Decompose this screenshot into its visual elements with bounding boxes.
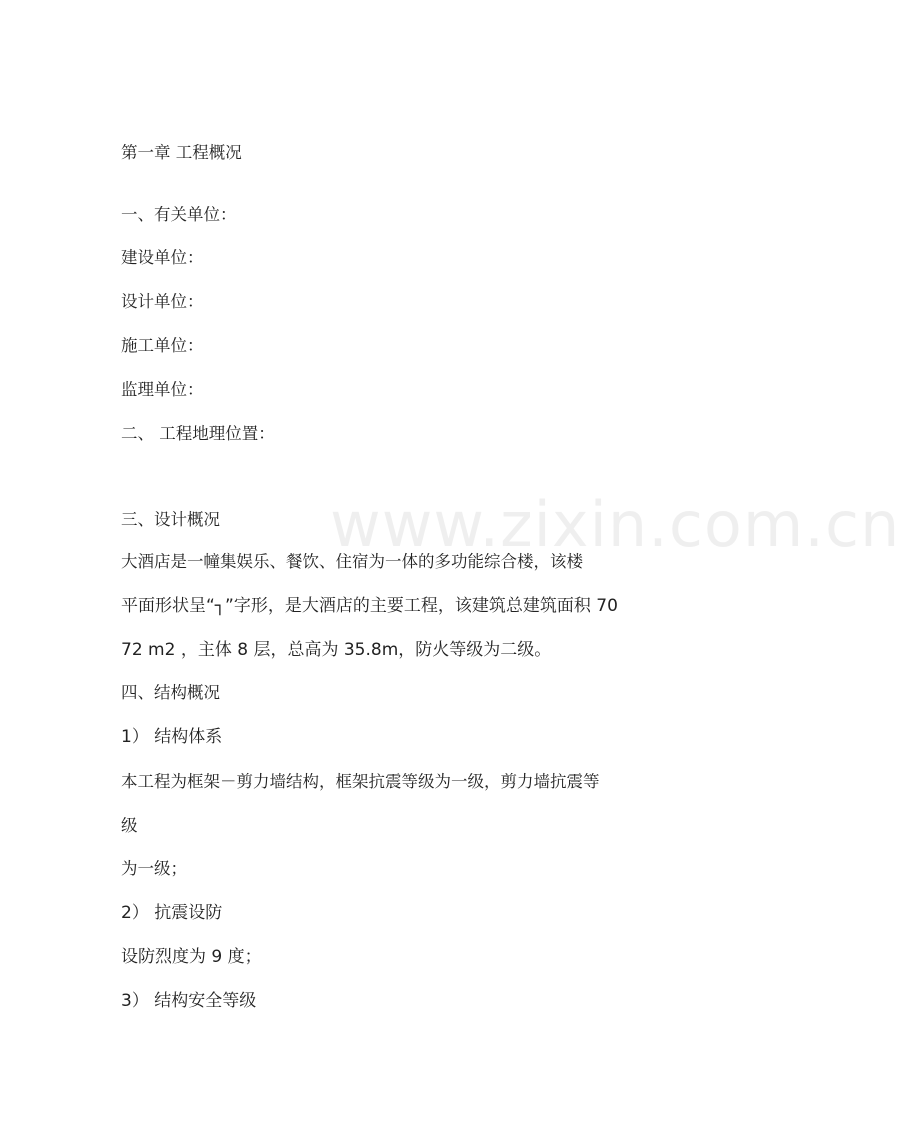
structure-item-1-line-2: 级 — [121, 816, 138, 835]
section-3-paragraph-line-1: 大酒店是一幢集娱乐、餐饮、住宿为一体的多功能综合楼，该楼 — [121, 552, 583, 571]
structure-item-1-line-3: 为一级； — [121, 859, 187, 878]
section-1-heading: 一、有关单位： — [121, 205, 237, 224]
design-unit-label: 设计单位： — [121, 292, 204, 311]
builder-unit-label: 施工单位： — [121, 336, 204, 355]
section-2-heading: 二、 工程地理位置： — [121, 424, 275, 443]
structure-item-1-heading: 1） 结构体系 — [121, 727, 223, 747]
section-3-paragraph-line-2: 平面形状呈“┐”字形，是大酒店的主要工程，该建筑总建筑面积 70 — [121, 596, 618, 616]
structure-item-2-line-1: 设防烈度为 9 度； — [121, 947, 262, 967]
construction-unit-label: 建设单位： — [121, 248, 204, 267]
section-3-paragraph-line-3: 72 m2 ，主体 8 层，总高为 35.8m，防火等级为二级。 — [121, 640, 552, 660]
watermark: www.zixin.com.cn — [330, 488, 900, 561]
structure-item-1-line-1: 本工程为框架－剪力墙结构，框架抗震等级为一级，剪力墙抗震等 — [121, 772, 600, 791]
chapter-title: 第一章 工程概况 — [121, 143, 242, 162]
section-3-heading: 三、设计概况 — [121, 510, 220, 529]
structure-item-3-heading: 3） 结构安全等级 — [121, 991, 257, 1011]
supervisor-unit-label: 监理单位： — [121, 380, 204, 399]
structure-item-2-heading: 2） 抗震设防 — [121, 903, 223, 923]
section-4-heading: 四、结构概况 — [121, 683, 220, 702]
